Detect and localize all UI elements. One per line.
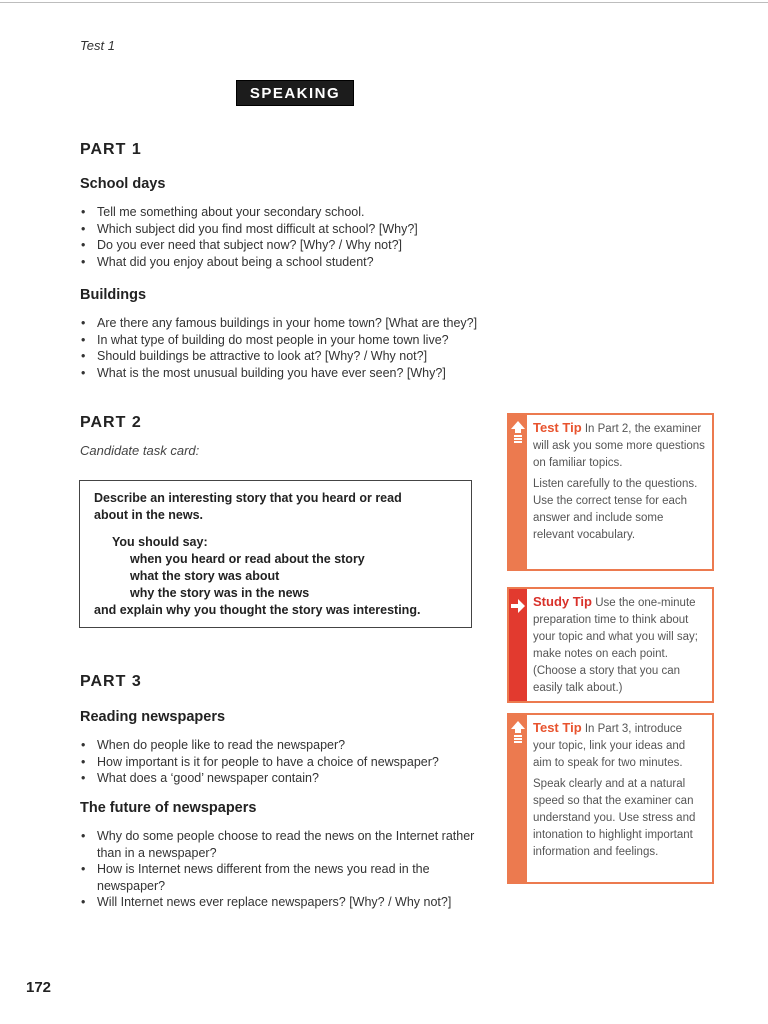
tip-title: Test Tip: [533, 720, 582, 735]
tip-text-secondary: Speak clearly and at a natural speed so that the examiner can understand you. Use stress and intonation to highlight important information and feelings.: [533, 778, 696, 858]
question-item: • Are there any famous buildings in your home town? [What are they?]: [80, 315, 520, 332]
question-item: • What does a ‘good’ newspaper contain?: [80, 770, 500, 787]
topic-title-buildings: Buildings: [80, 287, 147, 303]
page-number: 172: [26, 979, 52, 996]
question-item: • When do people like to read the newspaper?: [80, 737, 500, 754]
question-item: • Tell me something about your secondary school.: [80, 204, 500, 221]
test-tip-box-part2: [507, 413, 714, 571]
task-card-intro: Describe an interesting story that you heard or read: [94, 491, 402, 505]
question-list-school-days: [80, 204, 500, 270]
question-item: • Should buildings be attractive to look at? [Why? / Why not?]: [80, 348, 520, 365]
study-tip-box: [507, 587, 714, 703]
task-card-should-say: You should say:: [112, 535, 208, 549]
part1-title: PART 1: [80, 141, 142, 158]
up-arrow-icon: [509, 419, 527, 445]
task-card-closing: and explain why you thought the story was interesting.: [94, 603, 421, 617]
question-item: • Will Internet news ever replace newspapers? [Why? / Why not?]: [80, 894, 485, 911]
question-item: • How is Internet news different from the news you read in the newspaper?: [80, 861, 485, 894]
question-item: • In what type of building do most people in your home town live?: [80, 332, 520, 349]
topic-title-future-of-newspapers: The future of newspapers: [80, 800, 257, 816]
question-list-future-of-newspapers: [80, 828, 485, 911]
task-card-point: why the story was in the news: [130, 586, 310, 600]
question-item: • How important is it for people to have a choice of newspaper?: [80, 754, 500, 771]
topic-title-reading-newspapers: Reading newspapers: [80, 709, 226, 725]
test-tip-box-part3: [507, 713, 714, 884]
question-list-reading-newspapers: [80, 737, 500, 787]
task-card-intro: about in the news.: [94, 508, 204, 522]
task-card: [79, 480, 472, 628]
question-item: • Which subject did you find most difficult at school? [Why?]: [80, 221, 500, 238]
section-banner: SPEAKING: [236, 80, 354, 106]
tip-title: Test Tip: [533, 420, 582, 435]
question-item: • What did you enjoy about being a school student?: [80, 254, 500, 271]
right-arrow-icon: [509, 593, 527, 619]
part2-title: PART 2: [80, 414, 142, 431]
tip-text-secondary: Listen carefully to the questions. Use the correct tense for each answer and include some relevant vocabulary.: [533, 478, 698, 541]
question-list-buildings: [80, 315, 520, 381]
tip-text: In Part 2, the examiner will ask you some more questions on familiar topics.: [533, 423, 705, 469]
tip-title: Study Tip: [533, 594, 592, 609]
tip-text: In Part 3, introduce your topic, link your ideas and aim to speak for two minutes.: [533, 723, 686, 769]
task-card-point: what the story was about: [130, 569, 280, 583]
part3-title: PART 3: [80, 673, 142, 690]
top-rule: [0, 2, 768, 3]
question-item: • Do you ever need that subject now? [Why? / Why not?]: [80, 237, 500, 254]
running-head: Test 1: [80, 38, 115, 53]
task-card-point: when you heard or read about the story: [130, 552, 365, 566]
up-arrow-icon: [509, 719, 527, 745]
topic-title-school-days: School days: [80, 176, 166, 192]
tip-text: Use the one-minute preparation time to think about your topic and what you will say; make notes on each point. (Choose a story that you can easily talk about.): [533, 597, 698, 694]
question-item: • What is the most unusual building you have ever seen? [Why?]: [80, 365, 520, 382]
question-item: • Why do some people choose to read the news on the Internet rather than in a newspaper?: [80, 828, 485, 861]
candidate-task-card-label: Candidate task card:: [80, 443, 200, 458]
